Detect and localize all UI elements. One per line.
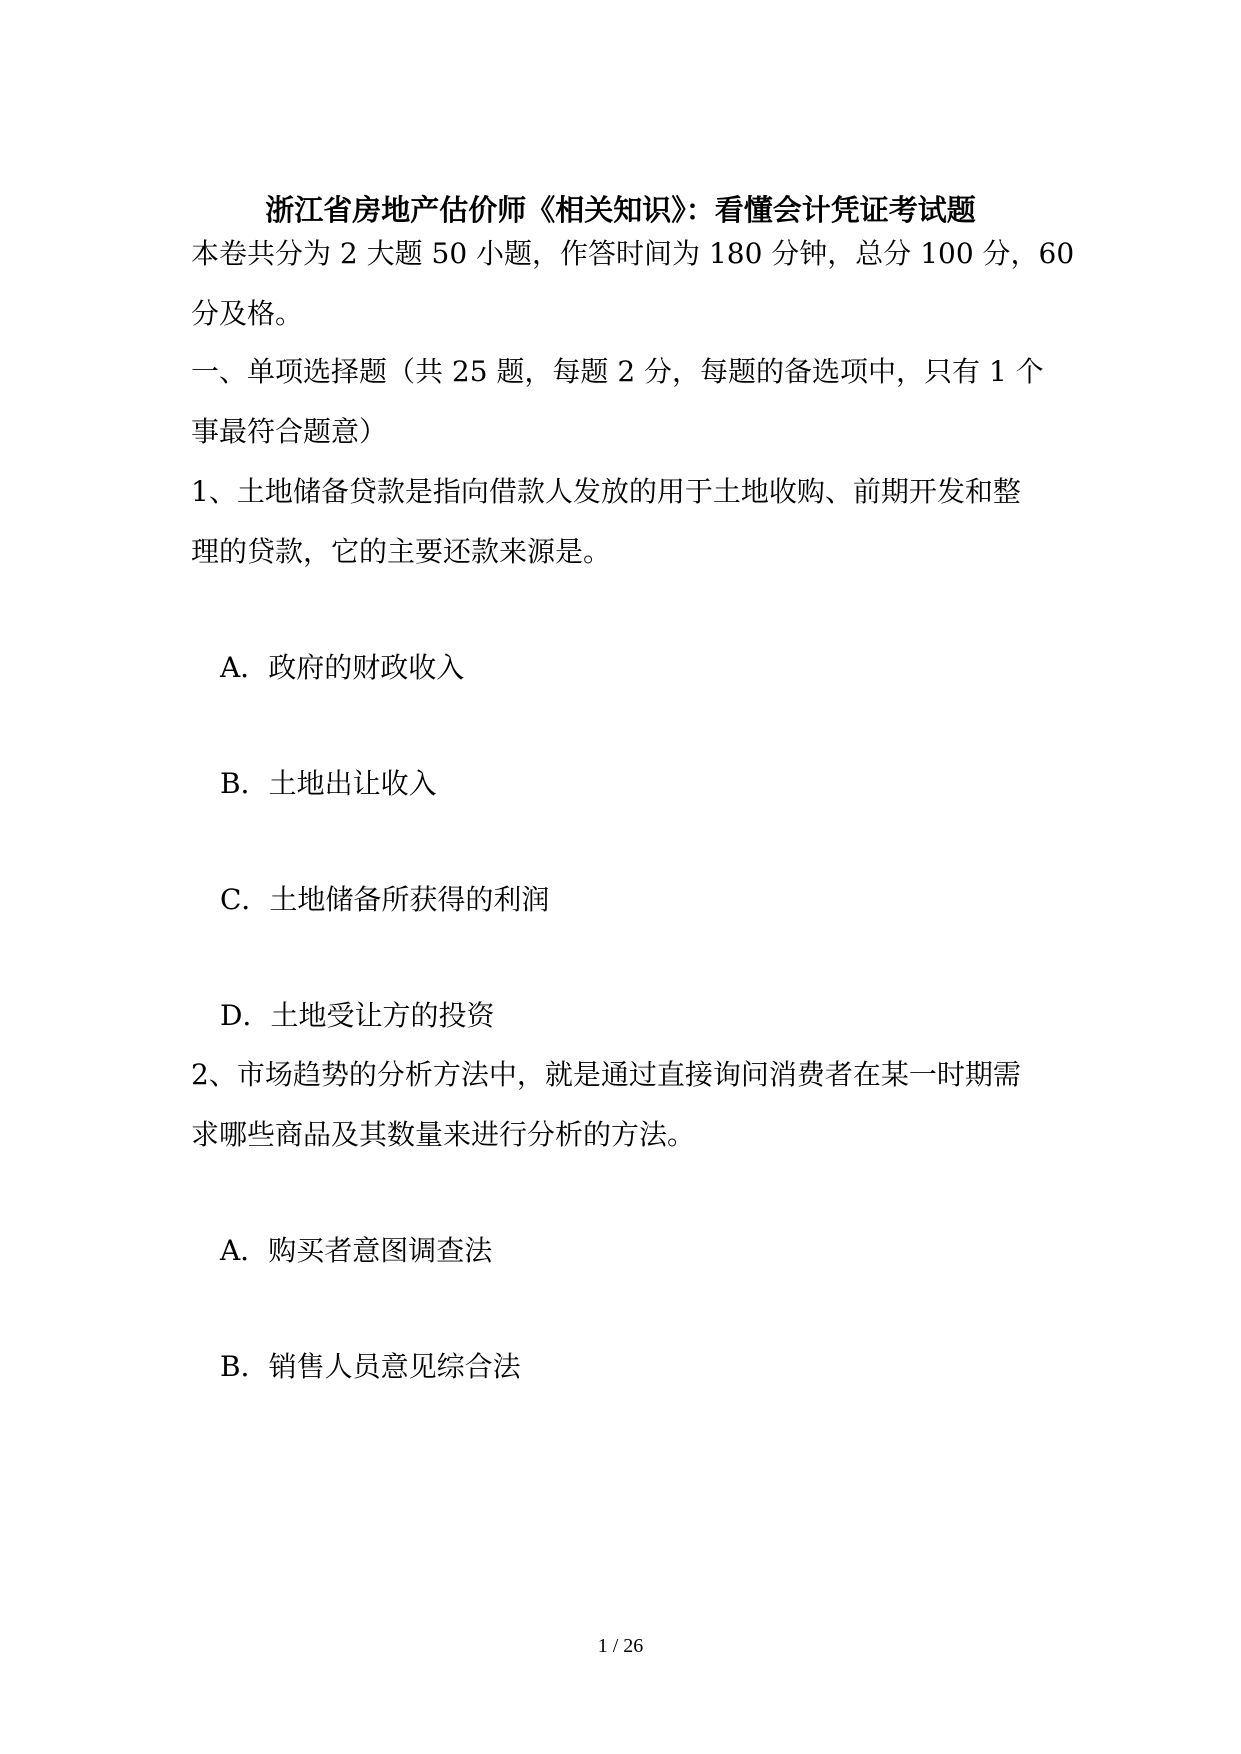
question-1-option-a: A．政府的财政收入 xyxy=(220,651,465,684)
question-2-stem-line-1: 2、市场趋势的分析方法中，就是通过直接询问消费者在某一时期需 xyxy=(191,1058,1021,1091)
section-heading-line-1: 一、单项选择题（共 25 题，每题 2 分，每题的备选项中，只有 1 个 xyxy=(191,355,1044,388)
question-1-option-b: B．土地出让收入 xyxy=(220,767,437,800)
question-1-option-d: D．土地受让方的投资 xyxy=(220,999,495,1032)
page-indicator: 1 / 26 xyxy=(597,1635,644,1657)
section-heading-line-2: 事最符合题意） xyxy=(191,415,388,448)
document-title: 浙江省房地产估价师《相关知识》：看懂会计凭证考试题 xyxy=(265,193,976,227)
question-1-option-c: C．土地储备所获得的利润 xyxy=(220,883,550,916)
question-1-stem-line-1: 1、土地储备贷款是指向借款人发放的用于土地收购、前期开发和整 xyxy=(191,475,1021,508)
intro-line-1: 本卷共分为 2 大题 50 小题，作答时间为 180 分钟，总分 100 分，60 xyxy=(191,237,1075,270)
question-1-stem-line-2: 理的贷款，它的主要还款来源是。 xyxy=(191,535,612,568)
question-2-option-a: A．购买者意图调查法 xyxy=(220,1234,493,1267)
question-2-option-b: B．销售人员意见综合法 xyxy=(220,1350,521,1383)
intro-line-2: 分及格。 xyxy=(191,297,304,330)
question-2-stem-line-2: 求哪些商品及其数量来进行分析的方法。 xyxy=(191,1118,696,1151)
